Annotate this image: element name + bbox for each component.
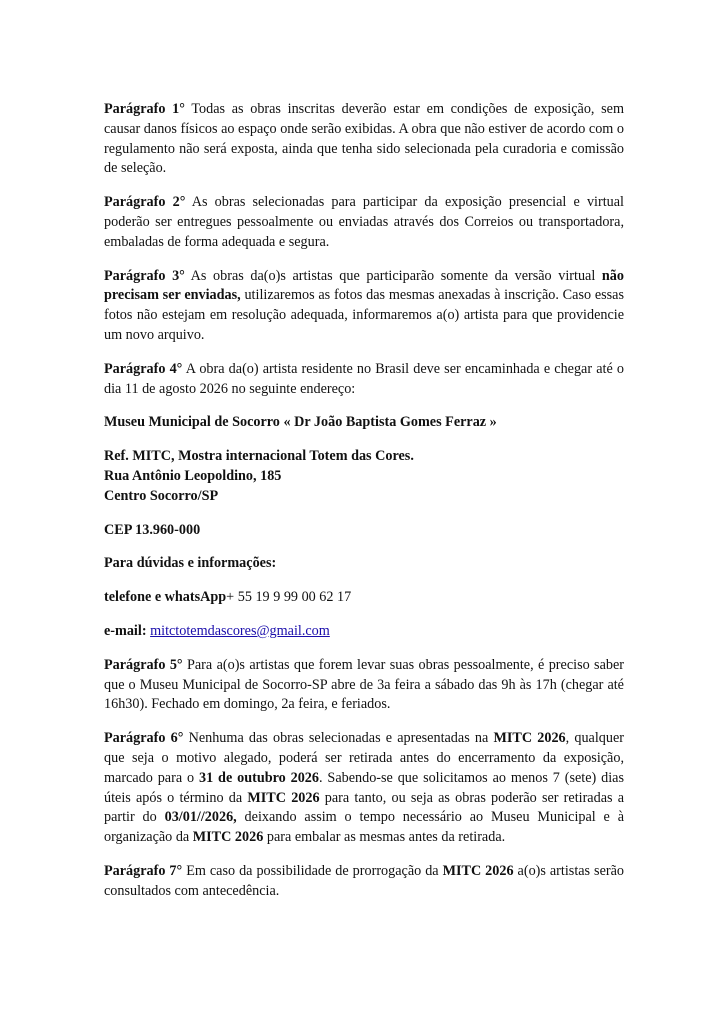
address-ref: Ref. MITC, Mostra internacional Totem das Cores. [104,448,414,465]
contact-phone-label: telefone e whatsApp [104,589,227,606]
address-block [104,447,624,506]
paragraph-6-bold-2: 31 de outubro 2026 [198,769,319,786]
paragraph-7-label: Parágrafo 7° [104,862,183,879]
paragraph-5 [104,656,624,715]
paragraph-6 [104,729,624,848]
contact-email-label: e-mail: [104,622,147,639]
paragraph-2-label: Parágrafo 2° [104,194,186,211]
paragraph-1 [104,100,624,179]
paragraph-7 [104,862,624,902]
contact-heading: Para dúvidas e informações: [104,555,277,572]
paragraph-5-text: Para a(o)s artistas que forem levar suas obras pessoalmente, é preciso saber que o Museu Municipal de Socorro-SP abre de 3a feira a sábado das 9h às 17h (chegar até 16h30). Fechado em domingo, 2a feira, e feriados. [104,656,624,713]
paragraph-6-text-6: para embalar as mesmas antes da retirada. [263,829,506,846]
paragraph-3-emphasis: não precisam ser enviadas, [104,267,624,304]
contact-phone-value: + 55 19 9 99 00 62 17 [226,589,352,606]
paragraph-6-bold-4: 03/01//2026, [164,809,237,826]
paragraph-6-text-2: , qualquer que seja o motivo alegado, poderá ser retirada antes do encerramento da exposição, marcado para o [104,730,624,786]
paragraph-2 [104,193,624,252]
paragraph-5-label: Parágrafo 5° [104,656,183,673]
address-cep: CEP 13.960-000 [104,521,201,538]
address-street: Rua Antônio Leopoldino, 185 [104,467,282,484]
paragraph-6-text-3: . Sabendo-se que solicitamos ao menos 7 (sete) dias úteis após o término da [104,769,624,806]
document-page [104,100,624,916]
paragraph-3 [104,267,624,346]
paragraph-4-label: Parágrafo 4° [104,360,183,377]
paragraph-3-label: Parágrafo 3° [104,267,185,284]
museum-name: Museu Municipal de Socorro « Dr João Baptista Gomes Ferraz » [104,414,497,431]
paragraph-6-bold-1: MITC 2026 [493,730,566,747]
paragraph-6-text-4: para tanto, ou seja as obras poderão ser retiradas a partir do [104,789,625,826]
paragraph-3-text-c: utilizaremos as fotos das mesmas anexadas à inscrição. Caso essas fotos não estejam em resolução adequada, informaremos a(o) artista para que providencie um novo arquivo. [104,287,624,343]
paragraph-6-text-1: Nenhuma das obras selecionadas e apresentadas na [183,730,494,747]
paragraph-7-text-2: a(o)s artistas serão consultados com antecedência. [104,862,624,899]
address-city: Centro Socorro/SP [104,487,219,504]
paragraph-1-label: Parágrafo 1° [104,101,185,117]
paragraph-6-bold-3: MITC 2026 [247,789,320,806]
paragraph-3-text-a: As obras da(o)s artistas que participarão somente da versão virtual [184,267,602,284]
paragraph-6-label: Parágrafo 6° [104,730,184,747]
paragraph-7-bold-1: MITC 2026 [442,862,514,879]
contact-email [104,622,624,642]
paragraph-6-text-5: deixando assim o tempo necessário ao Museu Municipal e à organização da [104,809,624,846]
paragraph-4-text: A obra da(o) artista residente no Brasil deve ser encaminhada e chegar até o dia 11 de agosto 2026 no seguinte endereço: [104,360,624,397]
paragraph-1-text: Todas as obras inscritas deverão estar em condições de exposição, sem causar danos físicos ao espaço onde serão exibidas. A obra que não estiver de acordo com o regulamento não será exposta, ainda que tenha sido selecionada pela curadoria e comissão de seleção. [104,101,624,177]
paragraph-4 [104,360,624,400]
contact-email-link[interactable]: mitctotemdascores@gmail.com [150,622,330,639]
paragraph-2-text: As obras selecionadas para participar da exposição presencial e virtual poderão ser entregues pessoalmente ou enviadas através dos Correios ou transportadora, embaladas de forma adequada e segura. [104,194,624,250]
paragraph-6-bold-5: MITC 2026 [192,829,264,846]
contact-phone [104,588,624,608]
paragraph-7-text-1: Em caso da possibilidade de prorrogação da [182,862,443,879]
